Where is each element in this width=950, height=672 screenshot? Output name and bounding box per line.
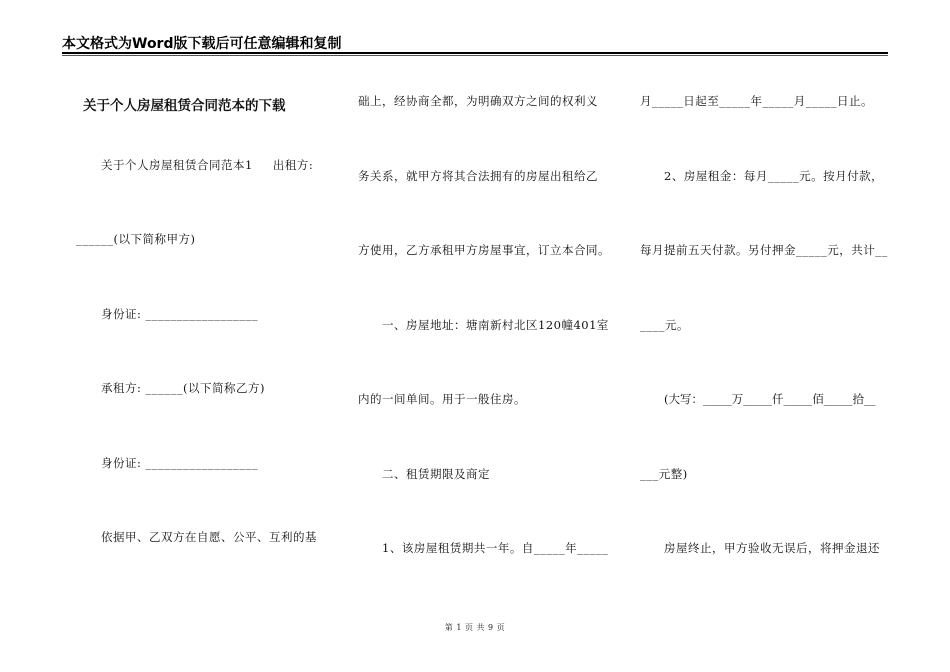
col1-line-5: 身份证: __________________ — [101, 456, 259, 470]
col2-line-5: 内的一间单间。用于一般住房。 — [358, 392, 526, 406]
col3-line-6: ___元整) — [640, 467, 688, 481]
col1-line-4: 承租方: ______(以下简称乙方) — [101, 381, 266, 395]
col1-line-2: ______(以下简称甲方) — [76, 232, 196, 246]
col2-line-2: 务关系，就甲方将其合法拥有的房屋出租给乙 — [358, 169, 598, 183]
col2-line-3: 方使用，乙方承租甲方房屋事宜，订立本合同。 — [358, 243, 610, 257]
header-rule-thick — [62, 52, 888, 54]
header-rule-thin — [62, 55, 888, 56]
col3-line-1: 月_____日起至_____年_____月_____日止。 — [640, 94, 873, 108]
col1-line-1a: 关于个人房屋租赁合同范本1 — [101, 158, 253, 172]
col3-line-4: ____元。 — [640, 318, 689, 332]
col2-line-6: 二、租赁期限及商定 — [382, 467, 490, 481]
col2-line-4: 一、房屋地址：塘南新村北区120幢401室 — [382, 318, 609, 332]
col1-line-1b: 出租方: — [272, 158, 314, 172]
col1-line-6: 依据甲、乙双方在自愿、公平、互利的基 — [101, 530, 317, 544]
document-header: 本文格式为Word版下载后可任意编辑和复制 — [62, 36, 342, 52]
page-number: 第 1 页 共 9 页 — [444, 623, 506, 632]
col1-line-1 — [101, 158, 313, 172]
col3-line-3: 每月提前五天付款。另付押金_____元，共计__ — [640, 243, 888, 257]
col1-line-3: 身份证: __________________ — [101, 307, 259, 321]
col2-line-1: 础上，经协商全都，为明确双方之间的权利义 — [358, 94, 598, 108]
col2-line-7: 1、该房屋租赁期共一年。自_____年_____ — [382, 541, 609, 555]
col3-line-7: 房屋终止，甲方验收无误后，将押金退还 — [664, 541, 880, 555]
col3-line-2: 2、房屋租金：每月_____元。按月付款， — [664, 169, 884, 183]
document-title: 关于个人房屋租赁合同范本的下载 — [83, 98, 286, 114]
col3-line-5: (大写：_____万_____仟_____佰_____拾__ — [664, 392, 876, 406]
